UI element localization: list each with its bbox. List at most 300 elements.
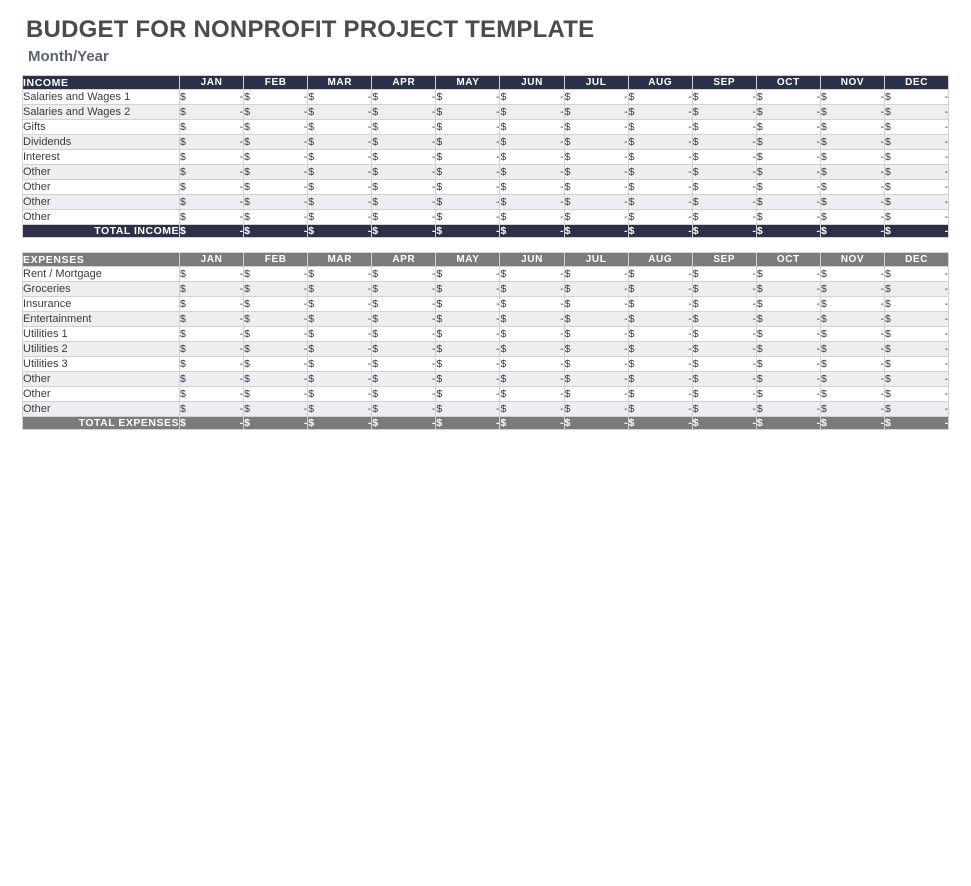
amount-cell[interactable] bbox=[820, 342, 884, 357]
amount-value: - bbox=[880, 388, 885, 400]
amount-cell[interactable] bbox=[564, 90, 628, 105]
amount-cell[interactable] bbox=[372, 357, 436, 372]
amount-cell[interactable] bbox=[436, 267, 500, 282]
currency-symbol: $ bbox=[500, 373, 507, 385]
amount-cell[interactable] bbox=[628, 312, 692, 327]
amount-cell[interactable] bbox=[885, 327, 949, 342]
amount-cell[interactable] bbox=[885, 387, 949, 402]
amount-cell[interactable] bbox=[820, 90, 884, 105]
amount-cell[interactable] bbox=[564, 267, 628, 282]
amount-cell[interactable] bbox=[885, 165, 949, 180]
amount-cell[interactable] bbox=[628, 342, 692, 357]
amount-value: - bbox=[688, 313, 692, 325]
amount-cell[interactable] bbox=[692, 342, 756, 357]
amount-cell[interactable] bbox=[180, 165, 244, 180]
amount-cell[interactable] bbox=[756, 120, 820, 135]
amount-cell[interactable] bbox=[756, 165, 820, 180]
row-label[interactable]: Insurance bbox=[23, 297, 180, 312]
amount-value: - bbox=[944, 313, 949, 325]
amount-cell[interactable] bbox=[180, 195, 244, 210]
amount-cell[interactable] bbox=[692, 267, 756, 282]
amount-value: - bbox=[688, 417, 692, 429]
amount-cell[interactable] bbox=[180, 357, 244, 372]
amount-cell[interactable] bbox=[628, 297, 692, 312]
amount-cell[interactable] bbox=[756, 342, 820, 357]
amount-cell[interactable] bbox=[564, 327, 628, 342]
amount-cell[interactable] bbox=[692, 402, 756, 417]
amount-cell[interactable] bbox=[692, 210, 756, 225]
currency-symbol: $ bbox=[436, 106, 443, 118]
amount-cell[interactable] bbox=[820, 402, 884, 417]
amount-cell[interactable] bbox=[820, 312, 884, 327]
amount-cell[interactable] bbox=[180, 150, 244, 165]
amount-cell[interactable] bbox=[500, 357, 564, 372]
amount-cell[interactable] bbox=[244, 210, 308, 225]
amount-value: - bbox=[239, 373, 244, 385]
amount-cell[interactable] bbox=[180, 387, 244, 402]
currency-symbol: $ bbox=[180, 388, 186, 400]
amount-value: - bbox=[624, 196, 628, 208]
amount-cell[interactable] bbox=[436, 297, 500, 312]
amount-cell[interactable] bbox=[628, 282, 692, 297]
currency-symbol: $ bbox=[180, 211, 186, 223]
amount-cell[interactable] bbox=[244, 387, 308, 402]
amount-cell[interactable] bbox=[180, 282, 244, 297]
amount-cell[interactable] bbox=[436, 312, 500, 327]
amount-cell[interactable] bbox=[372, 342, 436, 357]
amount-cell[interactable] bbox=[308, 135, 372, 150]
amount-cell[interactable] bbox=[692, 90, 756, 105]
amount-cell[interactable] bbox=[564, 150, 628, 165]
amount-value: - bbox=[495, 313, 500, 325]
amount-cell[interactable] bbox=[692, 282, 756, 297]
amount-cell[interactable] bbox=[180, 105, 244, 120]
amount-cell[interactable] bbox=[628, 357, 692, 372]
currency-symbol: $ bbox=[564, 283, 571, 295]
amount-cell[interactable] bbox=[564, 387, 628, 402]
amount-cell[interactable] bbox=[628, 387, 692, 402]
amount-value: - bbox=[560, 268, 564, 280]
row-label[interactable]: Other bbox=[23, 180, 180, 195]
amount-cell[interactable] bbox=[628, 180, 692, 195]
amount-cell[interactable] bbox=[885, 105, 949, 120]
amount-cell[interactable] bbox=[564, 282, 628, 297]
amount-cell[interactable] bbox=[244, 342, 308, 357]
amount-cell[interactable] bbox=[692, 357, 756, 372]
table-row bbox=[23, 165, 949, 180]
amount-cell[interactable] bbox=[308, 342, 372, 357]
amount-cell[interactable] bbox=[308, 357, 372, 372]
amount-cell[interactable] bbox=[820, 387, 884, 402]
amount-cell[interactable] bbox=[372, 135, 436, 150]
amount-cell[interactable] bbox=[244, 267, 308, 282]
amount-cell[interactable] bbox=[820, 327, 884, 342]
total-amount-cell bbox=[564, 225, 628, 238]
row-label[interactable]: Groceries bbox=[23, 282, 180, 297]
currency-symbol: $ bbox=[564, 181, 571, 193]
amount-cell[interactable] bbox=[756, 402, 820, 417]
amount-cell[interactable] bbox=[500, 297, 564, 312]
amount-cell[interactable] bbox=[436, 210, 500, 225]
amount-cell[interactable] bbox=[436, 105, 500, 120]
amount-cell[interactable] bbox=[500, 342, 564, 357]
amount-cell[interactable] bbox=[564, 372, 628, 387]
row-label[interactable]: Other bbox=[23, 387, 180, 402]
amount-cell[interactable] bbox=[308, 267, 372, 282]
currency-symbol: $ bbox=[436, 358, 443, 370]
amount-cell[interactable] bbox=[564, 297, 628, 312]
amount-cell[interactable] bbox=[692, 165, 756, 180]
amount-cell[interactable] bbox=[308, 327, 372, 342]
amount-value: - bbox=[431, 91, 436, 103]
amount-value: - bbox=[431, 373, 436, 385]
amount-cell[interactable] bbox=[308, 105, 372, 120]
amount-cell[interactable] bbox=[820, 195, 884, 210]
amount-cell[interactable] bbox=[756, 195, 820, 210]
amount-cell[interactable] bbox=[500, 267, 564, 282]
amount-cell[interactable] bbox=[308, 402, 372, 417]
amount-cell[interactable] bbox=[628, 195, 692, 210]
amount-cell[interactable] bbox=[756, 372, 820, 387]
amount-value: - bbox=[944, 106, 949, 118]
amount-cell[interactable] bbox=[820, 210, 884, 225]
amount-cell[interactable] bbox=[820, 105, 884, 120]
amount-cell[interactable] bbox=[756, 282, 820, 297]
amount-cell[interactable] bbox=[180, 120, 244, 135]
row-label[interactable]: Salaries and Wages 2 bbox=[23, 105, 180, 120]
amount-cell[interactable] bbox=[756, 150, 820, 165]
currency-symbol: $ bbox=[885, 151, 891, 163]
amount-cell[interactable] bbox=[372, 297, 436, 312]
amount-cell[interactable] bbox=[500, 195, 564, 210]
amount-cell[interactable] bbox=[244, 327, 308, 342]
amount-cell[interactable] bbox=[820, 120, 884, 135]
amount-cell[interactable] bbox=[564, 312, 628, 327]
amount-cell[interactable] bbox=[372, 120, 436, 135]
amount-cell[interactable] bbox=[244, 90, 308, 105]
amount-cell[interactable] bbox=[692, 297, 756, 312]
amount-cell[interactable] bbox=[628, 165, 692, 180]
amount-cell[interactable] bbox=[564, 357, 628, 372]
amount-cell[interactable] bbox=[692, 387, 756, 402]
currency-symbol: $ bbox=[372, 181, 379, 193]
amount-cell[interactable] bbox=[885, 135, 949, 150]
currency-symbol: $ bbox=[308, 181, 315, 193]
currency-symbol: $ bbox=[692, 343, 699, 355]
amount-cell[interactable] bbox=[372, 165, 436, 180]
amount-cell[interactable] bbox=[244, 402, 308, 417]
amount-cell[interactable] bbox=[564, 105, 628, 120]
amount-value: - bbox=[495, 328, 500, 340]
amount-cell[interactable] bbox=[436, 282, 500, 297]
amount-cell[interactable] bbox=[692, 195, 756, 210]
amount-cell[interactable] bbox=[885, 180, 949, 195]
amount-cell[interactable] bbox=[372, 282, 436, 297]
amount-cell[interactable] bbox=[180, 402, 244, 417]
amount-value: - bbox=[303, 388, 308, 400]
row-label[interactable]: Salaries and Wages 1 bbox=[23, 90, 180, 105]
amount-cell[interactable] bbox=[372, 267, 436, 282]
amount-cell[interactable] bbox=[436, 135, 500, 150]
row-label[interactable]: Utilities 3 bbox=[23, 357, 180, 372]
amount-cell[interactable] bbox=[564, 165, 628, 180]
amount-cell[interactable] bbox=[308, 150, 372, 165]
amount-cell[interactable] bbox=[180, 327, 244, 342]
amount-cell[interactable] bbox=[372, 312, 436, 327]
amount-cell[interactable] bbox=[756, 135, 820, 150]
table-row bbox=[23, 105, 949, 120]
amount-cell[interactable] bbox=[372, 402, 436, 417]
amount-cell[interactable] bbox=[564, 210, 628, 225]
amount-cell[interactable] bbox=[244, 297, 308, 312]
row-label[interactable]: Other bbox=[23, 195, 180, 210]
amount-cell[interactable] bbox=[436, 180, 500, 195]
amount-cell[interactable] bbox=[180, 135, 244, 150]
amount-cell[interactable] bbox=[500, 282, 564, 297]
amount-cell[interactable] bbox=[500, 402, 564, 417]
amount-cell[interactable] bbox=[820, 165, 884, 180]
amount-cell[interactable] bbox=[372, 372, 436, 387]
currency-symbol: $ bbox=[244, 328, 250, 340]
amount-cell[interactable] bbox=[500, 120, 564, 135]
amount-cell[interactable] bbox=[308, 312, 372, 327]
total-amount-cell bbox=[820, 417, 884, 430]
amount-cell[interactable] bbox=[372, 105, 436, 120]
amount-value: - bbox=[880, 166, 885, 178]
amount-cell[interactable] bbox=[500, 327, 564, 342]
amount-cell[interactable] bbox=[436, 387, 500, 402]
currency-symbol: $ bbox=[244, 211, 250, 223]
amount-cell[interactable] bbox=[372, 150, 436, 165]
amount-cell[interactable] bbox=[628, 402, 692, 417]
amount-cell[interactable] bbox=[436, 342, 500, 357]
amount-cell[interactable] bbox=[308, 90, 372, 105]
amount-cell[interactable] bbox=[436, 165, 500, 180]
amount-value: - bbox=[880, 283, 885, 295]
amount-cell[interactable] bbox=[756, 357, 820, 372]
amount-cell[interactable] bbox=[756, 312, 820, 327]
amount-cell[interactable] bbox=[436, 402, 500, 417]
amount-cell[interactable] bbox=[564, 135, 628, 150]
amount-cell[interactable] bbox=[756, 105, 820, 120]
amount-cell[interactable] bbox=[436, 120, 500, 135]
amount-cell[interactable] bbox=[885, 210, 949, 225]
amount-cell[interactable] bbox=[308, 387, 372, 402]
amount-cell[interactable] bbox=[820, 150, 884, 165]
amount-value: - bbox=[880, 328, 885, 340]
amount-cell[interactable] bbox=[564, 120, 628, 135]
amount-cell[interactable] bbox=[308, 195, 372, 210]
amount-cell[interactable] bbox=[628, 120, 692, 135]
amount-cell[interactable] bbox=[244, 357, 308, 372]
amount-value: - bbox=[560, 225, 564, 237]
row-label[interactable]: Other bbox=[23, 372, 180, 387]
amount-cell[interactable] bbox=[756, 297, 820, 312]
amount-value: - bbox=[431, 283, 436, 295]
amount-cell[interactable] bbox=[692, 105, 756, 120]
amount-cell[interactable] bbox=[308, 120, 372, 135]
amount-value: - bbox=[495, 403, 500, 415]
amount-cell[interactable] bbox=[180, 90, 244, 105]
amount-cell[interactable] bbox=[564, 402, 628, 417]
row-label[interactable]: Utilities 2 bbox=[23, 342, 180, 357]
amount-cell[interactable] bbox=[244, 165, 308, 180]
row-label[interactable]: Gifts bbox=[23, 120, 180, 135]
amount-cell[interactable] bbox=[180, 312, 244, 327]
amount-cell[interactable] bbox=[244, 135, 308, 150]
amount-cell[interactable] bbox=[756, 327, 820, 342]
amount-cell[interactable] bbox=[628, 372, 692, 387]
currency-symbol: $ bbox=[308, 343, 315, 355]
amount-value: - bbox=[560, 373, 564, 385]
amount-cell[interactable] bbox=[436, 372, 500, 387]
amount-cell[interactable] bbox=[308, 210, 372, 225]
amount-cell[interactable] bbox=[308, 282, 372, 297]
amount-value: - bbox=[560, 181, 564, 193]
amount-cell[interactable] bbox=[500, 387, 564, 402]
amount-cell[interactable] bbox=[692, 312, 756, 327]
row-label[interactable]: Other bbox=[23, 402, 180, 417]
amount-cell[interactable] bbox=[308, 297, 372, 312]
amount-cell[interactable] bbox=[244, 150, 308, 165]
amount-cell[interactable] bbox=[244, 180, 308, 195]
amount-value: - bbox=[495, 136, 500, 148]
amount-cell[interactable] bbox=[564, 342, 628, 357]
amount-cell[interactable] bbox=[885, 312, 949, 327]
amount-cell[interactable] bbox=[564, 195, 628, 210]
amount-cell[interactable] bbox=[756, 90, 820, 105]
amount-cell[interactable] bbox=[244, 312, 308, 327]
amount-cell[interactable] bbox=[885, 297, 949, 312]
amount-value: - bbox=[944, 388, 949, 400]
total-amount-cell bbox=[436, 225, 500, 238]
row-label[interactable]: Other bbox=[23, 165, 180, 180]
amount-cell[interactable] bbox=[692, 120, 756, 135]
amount-value: - bbox=[816, 343, 820, 355]
row-label[interactable]: Interest bbox=[23, 150, 180, 165]
amount-cell[interactable] bbox=[885, 267, 949, 282]
amount-cell[interactable] bbox=[244, 372, 308, 387]
amount-cell[interactable] bbox=[500, 105, 564, 120]
amount-cell[interactable] bbox=[820, 135, 884, 150]
currency-symbol: $ bbox=[500, 136, 507, 148]
amount-cell[interactable] bbox=[500, 372, 564, 387]
amount-cell[interactable] bbox=[885, 120, 949, 135]
row-label[interactable]: Entertainment bbox=[23, 312, 180, 327]
amount-cell[interactable] bbox=[372, 195, 436, 210]
amount-cell[interactable] bbox=[436, 327, 500, 342]
amount-cell[interactable] bbox=[372, 387, 436, 402]
amount-cell[interactable] bbox=[820, 267, 884, 282]
amount-cell[interactable] bbox=[820, 357, 884, 372]
amount-cell[interactable] bbox=[180, 210, 244, 225]
month-header-oct: OCT bbox=[756, 253, 820, 267]
amount-cell[interactable] bbox=[500, 150, 564, 165]
amount-cell[interactable] bbox=[308, 372, 372, 387]
amount-cell[interactable] bbox=[308, 165, 372, 180]
amount-cell[interactable] bbox=[885, 150, 949, 165]
amount-cell[interactable] bbox=[885, 342, 949, 357]
amount-cell[interactable] bbox=[628, 90, 692, 105]
amount-cell[interactable] bbox=[244, 105, 308, 120]
amount-cell[interactable] bbox=[180, 180, 244, 195]
amount-value: - bbox=[239, 121, 244, 133]
amount-cell[interactable] bbox=[436, 90, 500, 105]
amount-cell[interactable] bbox=[500, 165, 564, 180]
amount-cell[interactable] bbox=[885, 195, 949, 210]
amount-cell[interactable] bbox=[756, 387, 820, 402]
amount-cell[interactable] bbox=[628, 210, 692, 225]
amount-cell[interactable] bbox=[564, 180, 628, 195]
amount-cell[interactable] bbox=[820, 297, 884, 312]
amount-cell[interactable] bbox=[756, 210, 820, 225]
amount-value: - bbox=[752, 343, 756, 355]
amount-value: - bbox=[944, 91, 949, 103]
amount-cell[interactable] bbox=[692, 150, 756, 165]
amount-cell[interactable] bbox=[628, 327, 692, 342]
amount-cell[interactable] bbox=[692, 372, 756, 387]
currency-symbol: $ bbox=[436, 91, 443, 103]
amount-cell[interactable] bbox=[500, 210, 564, 225]
currency-symbol: $ bbox=[564, 268, 571, 280]
amount-cell[interactable] bbox=[885, 357, 949, 372]
amount-cell[interactable] bbox=[628, 135, 692, 150]
row-label[interactable]: Dividends bbox=[23, 135, 180, 150]
amount-cell[interactable] bbox=[372, 90, 436, 105]
amount-cell[interactable] bbox=[436, 195, 500, 210]
amount-cell[interactable] bbox=[885, 90, 949, 105]
amount-cell[interactable] bbox=[244, 195, 308, 210]
amount-cell[interactable] bbox=[885, 402, 949, 417]
amount-cell[interactable] bbox=[180, 342, 244, 357]
amount-cell[interactable] bbox=[628, 267, 692, 282]
amount-value: - bbox=[495, 298, 500, 310]
amount-cell[interactable] bbox=[500, 312, 564, 327]
amount-cell[interactable] bbox=[885, 372, 949, 387]
amount-cell[interactable] bbox=[500, 135, 564, 150]
amount-cell[interactable] bbox=[692, 180, 756, 195]
amount-cell[interactable] bbox=[180, 372, 244, 387]
amount-cell[interactable] bbox=[180, 267, 244, 282]
amount-cell[interactable] bbox=[308, 180, 372, 195]
amount-value: - bbox=[239, 298, 244, 310]
amount-cell[interactable] bbox=[885, 282, 949, 297]
amount-cell[interactable] bbox=[244, 282, 308, 297]
amount-cell[interactable] bbox=[180, 297, 244, 312]
row-label[interactable]: Other bbox=[23, 210, 180, 225]
amount-cell[interactable] bbox=[756, 180, 820, 195]
amount-cell[interactable] bbox=[372, 327, 436, 342]
amount-cell[interactable] bbox=[628, 150, 692, 165]
amount-cell[interactable] bbox=[756, 267, 820, 282]
amount-cell[interactable] bbox=[820, 372, 884, 387]
amount-cell[interactable] bbox=[372, 210, 436, 225]
amount-cell[interactable] bbox=[372, 180, 436, 195]
amount-cell[interactable] bbox=[628, 105, 692, 120]
row-label[interactable]: Utilities 1 bbox=[23, 327, 180, 342]
amount-value: - bbox=[431, 151, 436, 163]
amount-cell[interactable] bbox=[436, 150, 500, 165]
amount-cell[interactable] bbox=[820, 282, 884, 297]
amount-cell[interactable] bbox=[436, 357, 500, 372]
amount-cell[interactable] bbox=[820, 180, 884, 195]
amount-cell[interactable] bbox=[692, 135, 756, 150]
row-label[interactable]: Rent / Mortgage bbox=[23, 267, 180, 282]
amount-cell[interactable] bbox=[244, 120, 308, 135]
amount-cell[interactable] bbox=[692, 327, 756, 342]
amount-cell[interactable] bbox=[500, 180, 564, 195]
amount-cell[interactable] bbox=[500, 90, 564, 105]
